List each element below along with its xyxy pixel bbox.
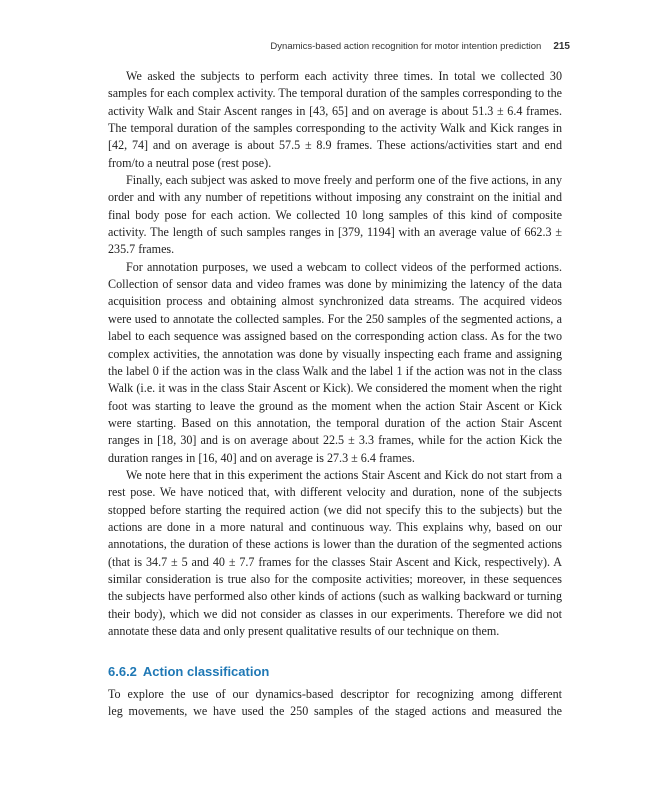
text-line: leg movements, we have used the 250 samples of the staged actions and measured the xyxy=(108,704,562,719)
section-title: Action classification xyxy=(142,664,270,679)
running-head xyxy=(108,41,570,52)
body-text xyxy=(108,68,562,640)
paragraph: We note here that in this experiment the actions Stair Ascent and Kick do not start from a rest pose. We have noticed that, with different velocity and duration, none of the subjects stopped before starting the required action (we did not specify this to the subjects) but the actions are done in a more natural and continuous way. This explains why, based on our annotations, the duration of these actions is lower than the duration of the segmented actions (that is 34.7 ± 5 and 40 ± 7.7 frames for the classes Stair Ascent and Kick, respectively). A similar consideration is true also for the composite activities; moreover, in these sequences the subjects have performed also other kinds of actions (such as walking backward or turning their body), which we did not consider as classes in our experiments. Therefore we did not annotate these data and only present qualitative results of our technique on them. xyxy=(108,467,562,638)
paragraph: We asked the subjects to perform each activity three times. In total we collected 30 samples for each complex activity. The temporal duration of the samples corresponding to the activity Walk and Stair Ascent ranges in [43, 65] and on average is about 51.3 ± 6.4 frames. The temporal duration of the samples corresponding to the activity Walk and Kick ranges in [42, 74] and on average is about 57.5 ± 8.9 frames. These actions/activities start and end from/to a neutral pose (rest pose). xyxy=(108,69,562,170)
section-number: 6.6.2 xyxy=(108,664,137,679)
paragraph: Finally, each subject was asked to move freely and perform one of the five actions, in any order and with any number of repetitions without imposing any constraint on the initial and final body pose for each action. We collected 10 long samples of this kind of composite activity. The length of such samples ranges in [379, 1194] with an average value of 662.3 ± 235.7 frames. xyxy=(108,173,562,257)
running-title: Dynamics-based action recognition for motor intention prediction xyxy=(270,41,542,52)
section-text xyxy=(108,686,562,721)
section-paragraph xyxy=(108,686,562,721)
paragraph: For annotation purposes, we used a webcam to collect videos of the performed actions. Collection of sensor data and video frames was done by minimizing the latency of the data acquisition process and obtaining almost synchronized data streams. The acquired videos were used to annotate the collected samples. For the 250 samples of the segmented actions, a label to each sequence was assigned based on the corresponding action class. As for the two complex activities, the annotation was done by visually inspecting each frame and assigning the label 0 if the action was in the class Walk and the label 1 if the action was not in the class Walk (i.e. it was in the class Stair Ascent or Kick). We considered the moment when the right foot was starting to leave the ground as the moment when the action Stair Ascent or Kick were starting. Based on this annotation, the temporal duration of the action Stair Ascent ranges in [18, 30] and is on average about 22.5 ± 3.3 frames, while for the action Kick the duration ranges in [16, 40] and on average is 27.3 ± 6.4 frames. xyxy=(108,259,562,465)
page-number: 215 xyxy=(553,41,570,52)
text-line: To explore the use of our dynamics-based descriptor for recognizing among different xyxy=(108,687,562,701)
section-heading xyxy=(108,664,562,679)
